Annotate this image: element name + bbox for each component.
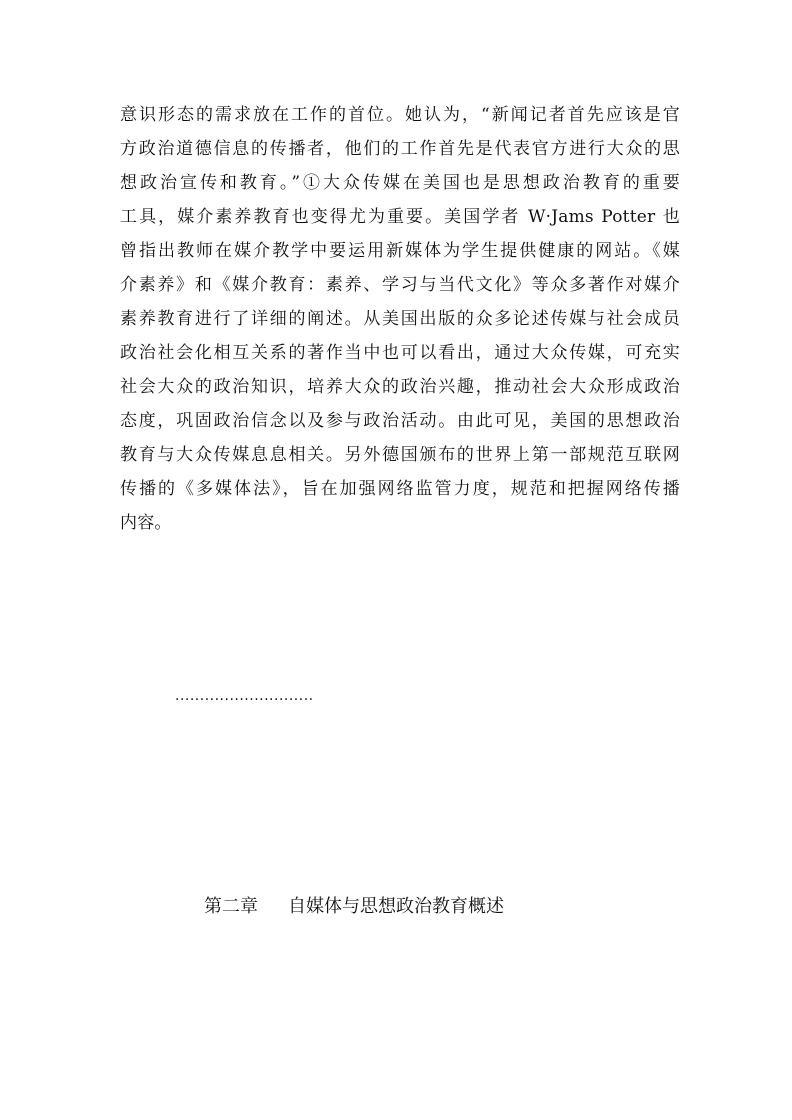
paragraph-line: 政治社会化相互关系的著作当中也可以看出，通过大众传媒，可充实 bbox=[120, 343, 680, 363]
paragraph-line: 社会大众的政治知识，培养大众的政治兴趣，推动社会大众形成政治 bbox=[120, 377, 680, 397]
paragraph-line: 想政治宣传和教育。”①大众传媒在美国也是思想政治教育的重要 bbox=[120, 173, 680, 193]
paragraph-line: 介素养》和《媒介教育：素养、学习与当代文化》等众多著作对媒介 bbox=[120, 275, 680, 295]
ellipsis-separator: ............................ bbox=[175, 688, 314, 704]
paragraph-line: 方政治道德信息的传播者，他们的工作首先是代表官方进行大众的思 bbox=[120, 139, 680, 159]
paragraph-line: 工具，媒介素养教育也变得尤为重要。美国学者 W·Jams Potter 也 bbox=[120, 207, 680, 227]
paragraph-line: 素养教育进行了详细的阐述。从美国出版的众多论述传媒与社会成员 bbox=[120, 309, 680, 329]
body-paragraph bbox=[120, 98, 680, 540]
paragraph-line: 态度，巩固政治信念以及参与政治活动。由此可见，美国的思想政治 bbox=[120, 411, 680, 431]
chapter-number: 第二章 bbox=[204, 896, 258, 917]
paragraph-line: 意识形态的需求放在工作的首位。她认为，“新闻记者首先应该是官 bbox=[120, 105, 680, 125]
chapter-heading bbox=[204, 892, 504, 918]
paragraph-line: 内容。 bbox=[120, 513, 172, 533]
paragraph-line: 曾指出教师在媒介教学中要运用新媒体为学生提供健康的网站。《媒 bbox=[120, 241, 680, 261]
paragraph-line: 传播的《多媒体法》，旨在加强网络监管力度，规范和把握网络传播 bbox=[120, 479, 680, 499]
chapter-title: 自媒体与思想政治教育概述 bbox=[288, 896, 504, 917]
paragraph-line: 教育与大众传媒息息相关。另外德国颁布的世界上第一部规范互联网 bbox=[120, 445, 680, 465]
